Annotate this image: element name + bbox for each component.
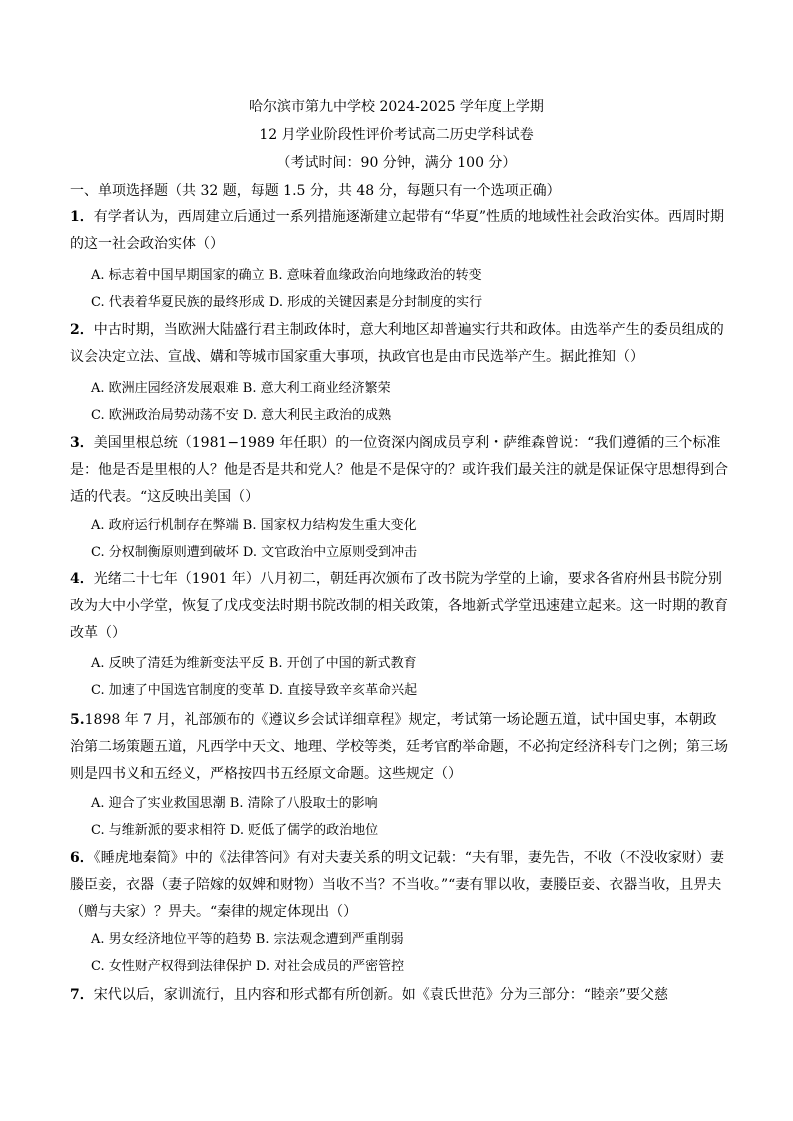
question-text: 宋代以后，家训流行，且内容和形式都有所创新。如《袁氏世范》分为三部分：“睦亲”要父慈 bbox=[93, 987, 669, 1003]
question-4-options-ab: A. 反映了清廷为维新变法平反 B. 开创了中国的新式教育 bbox=[91, 656, 417, 671]
question-7 bbox=[70, 982, 730, 1009]
question-3-options-ab: A. 政府运行机制存在弊端 B. 国家权力结构发生重大变化 bbox=[91, 518, 417, 533]
section-title: 一、单项选择题（共 32 题，每题 1.5 分，共 48 分，每题只有一个选项正确） bbox=[70, 183, 561, 199]
question-text: 美国里根总统（1981−1989 年任职）的一位资深内阁成员亨利・萨维森曾说：“我们遵循的三个标准是：他是否是里根的人？他是否是共和党人？他是不是保守的？或许我们最关注的就是保证保守思想得到合适的代表。“这反映出美国（） bbox=[70, 435, 728, 505]
question-2-options-cd: C. 欧洲政治局势动荡不安 D. 意大利民主政治的成熟 bbox=[91, 408, 392, 423]
question-number: 3． bbox=[70, 435, 94, 451]
question-text: 光绪二十七年（1901 年）八月初二，朝廷再次颁布了改书院为学堂的上谕，要求各省府州县书院分别改为大中小学堂，恢复了戊戌变法时期书院改制的相关政策，各地新式学堂迅速建立起来。这一时期的教育改革（） bbox=[70, 571, 728, 641]
exam-subject-title: 12 月学业阶段性评价考试高二历史学科试卷 bbox=[259, 127, 534, 143]
question-1-options-cd: C. 代表着华夏民族的最终形成 D. 形成的关键因素是分封制度的实行 bbox=[91, 295, 483, 310]
question-5-options-cd: C. 与维新派的要求相符 D. 贬低了儒学的政治地位 bbox=[91, 823, 379, 838]
question-6 bbox=[70, 845, 730, 926]
question-3 bbox=[70, 430, 730, 511]
question-number: 4． bbox=[70, 571, 94, 587]
question-text: 有学者认为，西周建立后通过一系列措施逐渐建立起带有“华夏”性质的地域性社会政治实体。西周时期的这一社会政治实体（） bbox=[70, 209, 725, 252]
question-2-options-ab: A. 欧洲庄园经济发展艰难 B. 意大利工商业经济繁荣 bbox=[91, 381, 391, 396]
question-text: 1898 年 7 月，礼部颁布的《遵议乡会试详细章程》规定，考试第一场论题五道，试中国史事，本朝政治第二场策题五道，凡西学中天文、地理、学校等类，廷考官酌举命题，不必拘定经济科专门之例；第三场则是四书义和五经义，严格按四书五经原文命题。这些规定（） bbox=[70, 712, 728, 782]
question-3-options-cd: C. 分权制衡原则遭到破坏 D. 文官政治中立原则受到冲击 bbox=[91, 545, 418, 560]
question-number: 2． bbox=[70, 322, 94, 338]
question-text: 中古时期，当欧洲大陆盛行君主制政体时，意大利地区却普遍实行共和政体。由选举产生的委员组成的议会决定立法、宣战、媾和等城市国家重大事项，执政官也是由市民选举产生。据此推知（） bbox=[70, 322, 724, 365]
exam-time-info: （考试时间：90 分钟，满分 100 分） bbox=[276, 155, 517, 171]
question-6-options-ab: A. 男女经济地位平等的趋势 B. 宗法观念遭到严重削弱 bbox=[91, 932, 404, 947]
question-1-options-ab: A. 标志着中国早期国家的确立 B. 意味着血缘政治向地缘政治的转变 bbox=[91, 268, 482, 283]
question-1 bbox=[70, 204, 730, 258]
question-5 bbox=[70, 707, 730, 788]
question-4 bbox=[70, 566, 730, 647]
exam-school-title: 哈尔滨市第九中学校 2024-2025 学年度上学期 bbox=[249, 99, 544, 115]
question-number: 1． bbox=[70, 209, 94, 225]
question-2 bbox=[70, 317, 730, 371]
question-4-options-cd: C. 加速了中国选官制度的变革 D. 直接导致辛亥革命兴起 bbox=[91, 683, 418, 698]
question-number: 6． bbox=[70, 850, 94, 866]
question-number: 5. bbox=[70, 712, 85, 728]
question-number: 7． bbox=[70, 987, 94, 1003]
question-6-options-cd: C. 女性财产权得到法律保护 D. 对社会成员的严密管控 bbox=[91, 959, 405, 974]
question-text: 《睡虎地秦简》中的《法律答问》有对夫妻关系的明文记载：“夫有罪，妻先告，不收（不没收家财）妻媵臣妾，衣器（妻子陪嫁的奴婢和财物）当收不当？不当收。”“妻有罪以收，妻媵臣妾、衣器当收，且畀夫（赠与夫家）？畀夫。“秦律的规定体现出（） bbox=[70, 850, 724, 920]
question-5-options-ab: A. 迎合了实业救国思潮 B. 清除了八股取士的影响 bbox=[91, 796, 378, 811]
